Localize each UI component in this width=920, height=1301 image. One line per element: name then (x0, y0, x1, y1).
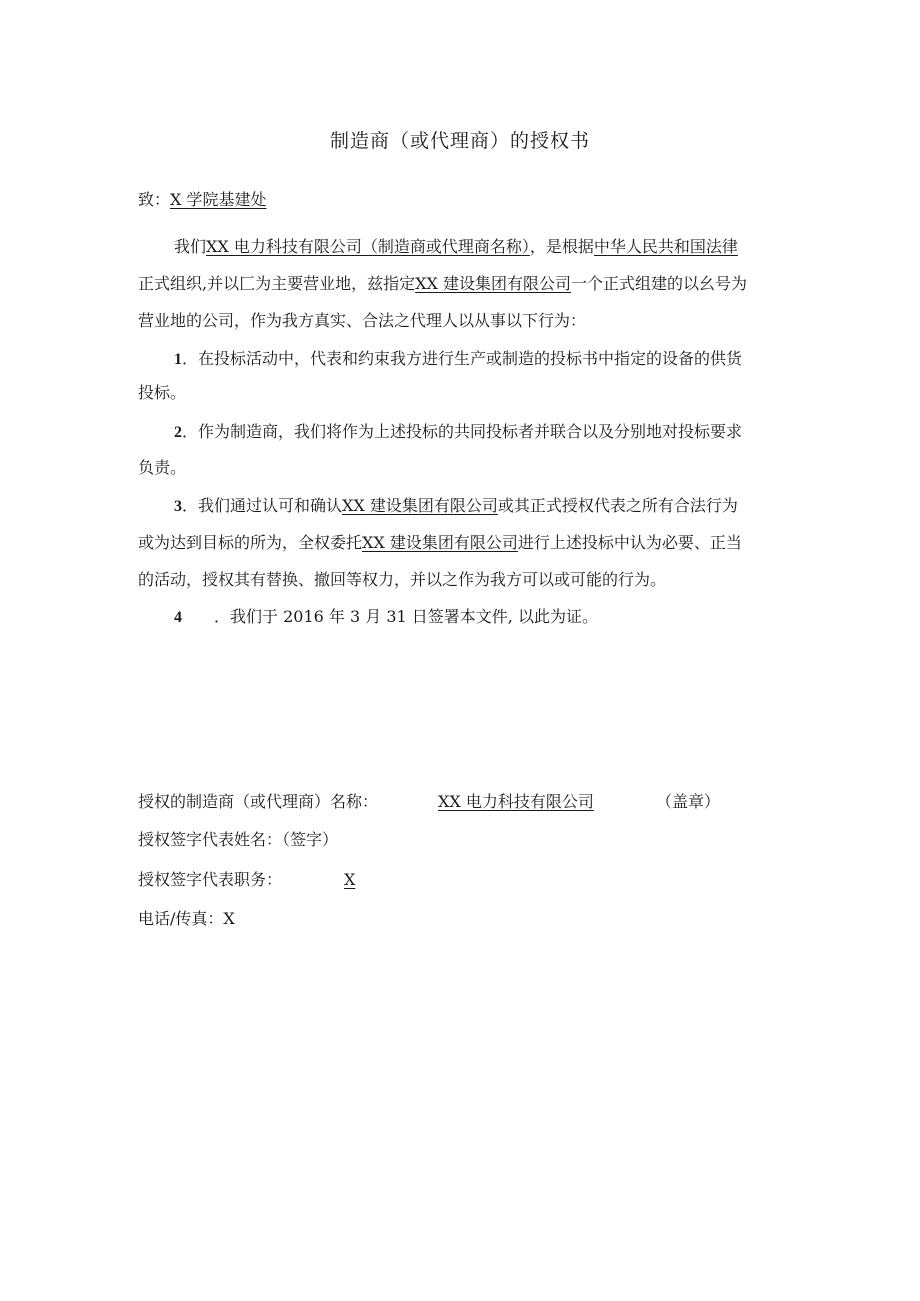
agent-name: XX 建设集团有限公司 (415, 274, 571, 293)
item-2-line-2: 负责。 (138, 458, 187, 477)
recipient-line (138, 189, 267, 211)
item-number: 2 (174, 424, 182, 441)
item-text: 进行上述投标中认为必要、正当 (517, 533, 742, 552)
item-text: ．在投标活动中，代表和约束我方进行生产或制造的投标书中指定的设备的供货 (182, 349, 743, 368)
intro-line-2 (138, 273, 747, 295)
intro-line-1 (174, 236, 738, 258)
intro-text: 我们 (174, 237, 207, 256)
item-number: 4 (174, 609, 182, 626)
manufacturer-value: XX 电力科技有限公司 (438, 792, 594, 811)
recipient-prefix: 致： (138, 190, 171, 209)
phone-fax-line (138, 908, 235, 930)
law-reference: 中华人民共和国法律 (593, 237, 738, 256)
recipient-name: X 学院基建处 (170, 190, 267, 209)
intro-line-3: 营业地的公司，作为我方真实、合法之代理人以从事以下行为： (138, 311, 587, 330)
intro-text: 正式组织,并以匚为主要营业地，兹指定 (138, 274, 416, 293)
item-text: ．我们通过认可和确认 (182, 496, 343, 515)
item-text: 或为达到目标的所为，全权委托 (138, 533, 363, 552)
manufacturer-label: 授权的制造商（或代理商）名称： (138, 792, 379, 811)
item-3-line-3: 的活动，授权其有替换、撤回等权力，并以之作为我方可以或可能的行为。 (138, 570, 667, 589)
intro-text: ，是根据 (529, 237, 594, 256)
agent-name: XX 建设集团有限公司 (362, 533, 518, 552)
item-1-line-2: 投标。 (138, 383, 187, 402)
manufacturer-name: XX 电力科技有限公司（制造商或代理商名称） (206, 237, 530, 256)
document-title: 制造商（或代理商）的授权书 (329, 130, 590, 152)
item-2-line-1 (174, 421, 742, 444)
item-number: 3 (174, 498, 182, 515)
rep-title-label: 授权签字代表职务： (138, 870, 283, 889)
item-1-line-1 (174, 348, 742, 371)
intro-text: 一个正式组建的以幺号为 (570, 274, 747, 293)
item-text: ．作为制造商，我们将作为上述投标的共同投标者并联合以及分别地对投标要求 (182, 422, 743, 441)
phone-fax-label: 电话/传真： (138, 909, 224, 928)
item-4-line (174, 606, 598, 629)
rep-name-label: 授权签字代表姓名：（签字） (138, 830, 339, 849)
agent-name: XX 建设集团有限公司 (342, 496, 498, 515)
item-number: 1 (174, 351, 182, 368)
item-text: ．我们于 2016 年 3 月 31 日签署本文件, 以此为证。 (214, 607, 598, 626)
rep-title-value: X (344, 870, 356, 889)
item-3-line-2 (138, 532, 742, 554)
item-3-line-1 (174, 495, 738, 518)
item-text: 或其正式授权代表之所有合法行为 (497, 496, 738, 515)
seal-label: （盖章） (656, 792, 721, 811)
phone-fax-value: X (223, 909, 235, 928)
